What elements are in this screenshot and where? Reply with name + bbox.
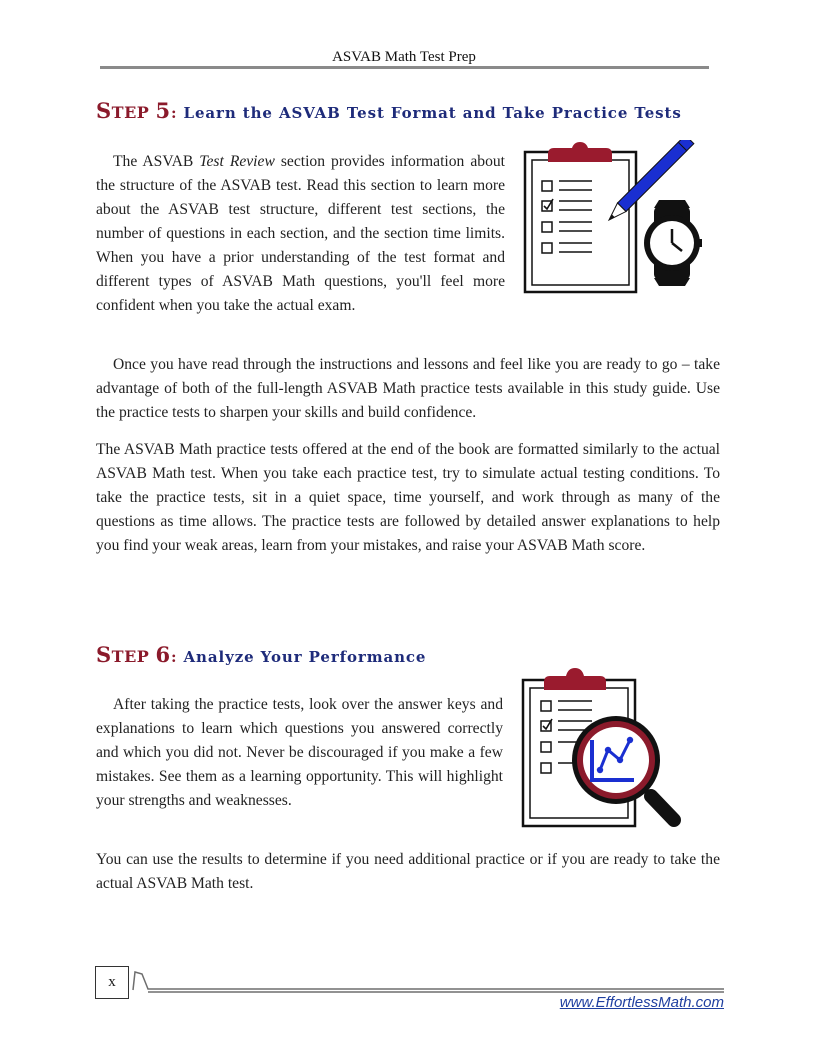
- step-6-number: 6: [155, 642, 171, 667]
- step-5-label: [96, 98, 149, 123]
- step-5-heading: [96, 98, 682, 123]
- wristwatch-icon: [644, 200, 702, 286]
- step-6-heading: [96, 642, 426, 667]
- footer-rule: [130, 968, 730, 994]
- header-rule: [100, 66, 709, 69]
- step-5-word-rest: TEP: [111, 103, 150, 122]
- step-5-word-first: S: [96, 98, 112, 123]
- clipboard-magnifier-illustration: [520, 664, 690, 839]
- step-5-paragraph-1: [96, 150, 505, 318]
- step-6-colon: :: [170, 648, 178, 666]
- step-6-paragraph-1: After taking the practice tests, look over the answer keys and explanations to learn which questions you answered correctly and which you did not. Never be discouraged if you make a few mistakes. See them as a learning opportunity. This will highlight your strengths and weaknesses.: [96, 696, 503, 809]
- p1-after: section provides information about the structure of the ASVAB test. Read this section to learn more about the ASVAB test structure, different test sections, the number of questions in each section, and the section time limits. When you have a prior understanding of the test format and different types of ASVAB Math questions, you'll feel more confident when you take the actual exam.: [96, 153, 506, 314]
- website-link[interactable]: www.EffortlessMath.com: [559, 994, 724, 1011]
- p1-before: The ASVAB: [113, 153, 200, 170]
- running-header-title: ASVAB Math Test Prep: [332, 49, 476, 65]
- step-5-paragraph-2: Once you have read through the instructions and lessons and feel like you are ready to go – take advantage of both of the full-length ASVAB Math practice tests available in this study guide. Use the practice tests to sharpen your skills and build confidence.: [96, 356, 720, 421]
- clipboard-checklist-icon: [525, 142, 636, 292]
- step-5-paragraph-3: The ASVAB Math practice tests offered at the end of the book are formatted similarly to the actual ASVAB Math test. When you take each practice test, try to simulate actual testing conditions. To take the practice tests, sit in a quiet space, time yourself, and work through as many of the questions as time allows. The practice tests are followed by detailed answer explanations to help you find your weak areas, learn from your mistakes, and raise your ASVAB Math score.: [96, 441, 720, 554]
- step-6-word-first: S: [96, 642, 112, 667]
- clipboard-pencil-watch-illustration: [522, 140, 702, 300]
- step-6-word-rest: TEP: [111, 647, 150, 666]
- step-6-paragraph-2: You can use the results to determine if you need additional practice or if you are ready to take the actual ASVAB Math test.: [96, 851, 720, 892]
- step-5-number: 5: [155, 98, 171, 123]
- step-5-title: Learn the ASVAB Test Format and Take Practice Tests: [183, 104, 682, 122]
- step-6-label: [96, 642, 149, 667]
- p1-emphasis: Test Review: [199, 153, 275, 170]
- step-5-colon: :: [170, 104, 178, 122]
- step-6-title: Analyze Your Performance: [183, 648, 427, 666]
- page-number: x: [95, 966, 129, 999]
